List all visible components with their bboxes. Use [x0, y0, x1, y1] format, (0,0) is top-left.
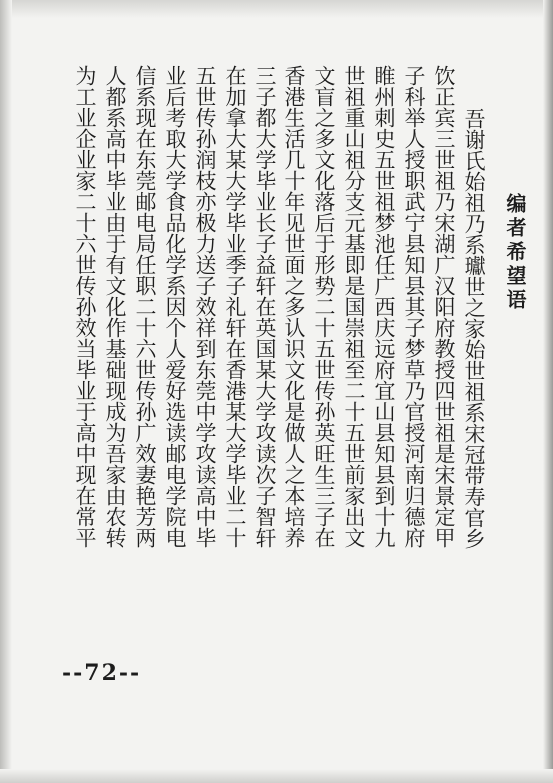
text-column-10: 五世传孙润枝亦极力送子效祥到东莞中学攻读高中毕 [193, 65, 217, 548]
text-column-9: 在加拿大某大学毕业季子礼轩在香港某大学毕业二十 [223, 65, 247, 548]
text-column-8: 三子都大学毕业长子益轩在英国某大学攻读次子智轩 [253, 65, 277, 548]
text-column-11: 业后考取大学食品化学系因个人爱好选读邮电学院电 [163, 65, 187, 548]
page-edge-right [543, 0, 553, 783]
text-column-5: 世祖重山祖分支元基即是国崇祖至二十五世前家出文 [342, 65, 366, 548]
text-column-6: 文盲之多文化落后于形势二十五世传孙英旺生三子在 [312, 65, 336, 548]
text-column-12: 信系现在东莞邮电局任职二十六世传孙广效妻艳芳两 [133, 65, 157, 548]
text-column-14: 为工业企业家二十六世传孙效当毕业于高中现在常平 [73, 65, 97, 548]
page-edge-bottom [0, 769, 553, 783]
page-edge-top [0, 0, 553, 18]
page-edge-left [0, 0, 12, 783]
page-number: --72-- [62, 660, 142, 686]
text-column-4: 睢州刺史五世祖梦池任广西庆远府宜山县知县到十九 [372, 65, 396, 548]
text-column-7: 香港生活几十年见世面之多认识文化是做人之本培养 [282, 65, 306, 548]
text-column-1: 吾谢氏始祖乃系瓛世之家始世祖系宋冠带寿官乡 [462, 108, 486, 549]
text-column-3: 子科举人授职武宁县知县其子梦草乃官授河南归德府 [402, 65, 426, 548]
section-heading: 编者希望语 [503, 193, 527, 313]
text-column-13: 人都系高中毕业由于有文化作基础现成为吾家由农转 [103, 65, 127, 548]
text-column-2: 饮正宾三世祖乃宋湖广汉阳府教授四世祖是宋景定甲 [432, 65, 456, 548]
